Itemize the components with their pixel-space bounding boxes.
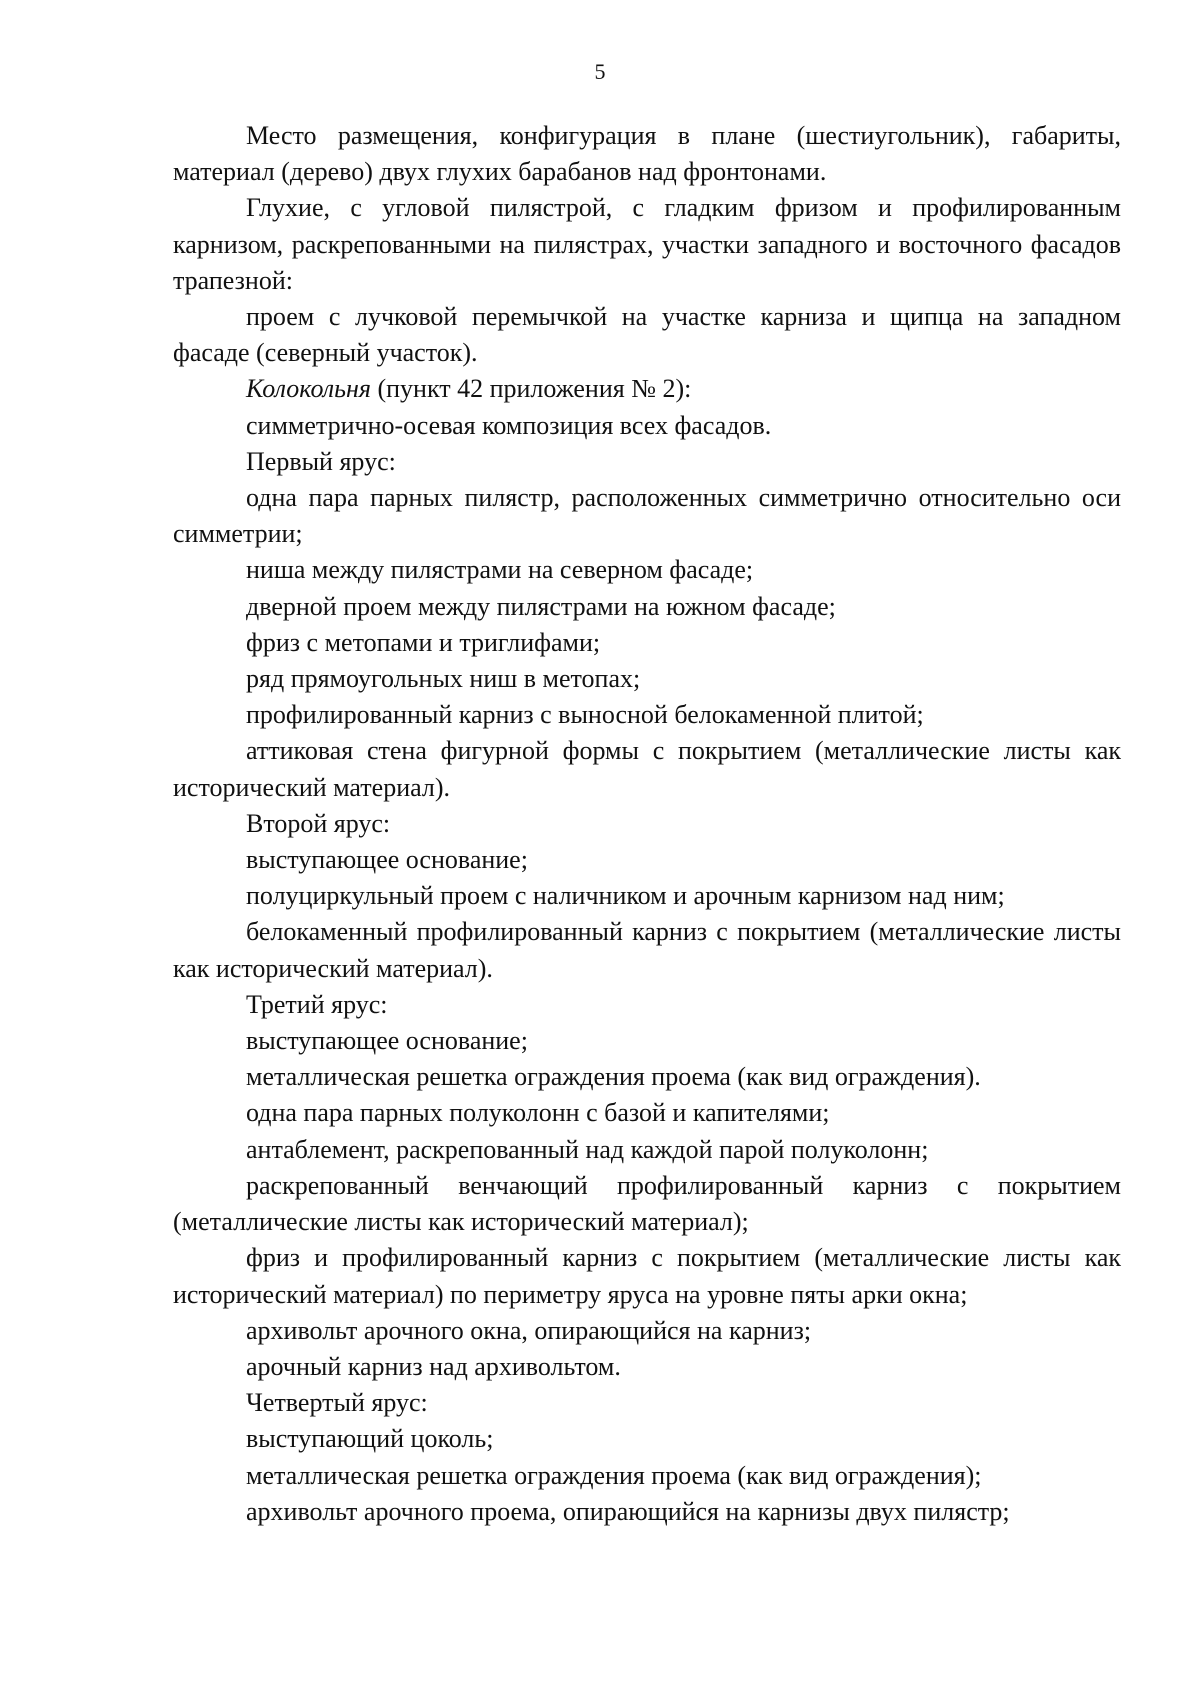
paragraph: раскрепованный венчающий профилированный карниз с покрытием (металлические листы как исторический материал);	[173, 1170, 1121, 1237]
paragraph: арочный карниз над архивольтом.	[246, 1351, 621, 1381]
paragraph: Глухие, с угловой пилястрой, с гладким фризом и профилированным карнизом, раскрепованными на пилястрах, участки западного и восточного фасадов трапезной:	[173, 193, 1121, 295]
paragraph: фриз с метопами и триглифами;	[246, 627, 601, 657]
paragraph-text: (пункт 42 приложения № 2):	[370, 374, 692, 404]
document-body	[173, 118, 1121, 1530]
paragraph: дверной проем между пилястрами на южном фасаде;	[246, 591, 836, 621]
paragraph: выступающее основание;	[246, 845, 528, 875]
paragraph: проем с лучковой перемычкой на участке карниза и щипца на западном фасаде (северный участок).	[173, 302, 1121, 368]
paragraph: металлическая решетка ограждения проема (как вид ограждения);	[246, 1460, 982, 1490]
tier-heading: Четвертый ярус:	[246, 1388, 428, 1418]
page-number: 5	[594, 59, 606, 84]
paragraph: архивольт арочного проема, опирающийся на карнизы двух пилястр;	[246, 1496, 1010, 1526]
paragraph: аттиковая стена фигурной формы с покрытием (металлические листы как исторический материал).	[173, 736, 1121, 802]
paragraph: профилированный карниз с выносной белокаменной плитой;	[246, 700, 924, 730]
paragraph: выступающее основание;	[246, 1026, 528, 1056]
paragraph: одна пара парных пилястр, расположенных симметрично относительно оси симметрии;	[173, 483, 1121, 549]
bell-tower-heading: Колокольня	[246, 374, 371, 404]
tier-heading: Третий ярус:	[246, 989, 388, 1019]
paragraph-bell-tower	[173, 371, 1121, 407]
tier-heading: Второй ярус:	[246, 808, 391, 838]
paragraph: антаблемент, раскрепованный над каждой парой полуколонн;	[246, 1134, 929, 1164]
paragraph: белокаменный профилированный карниз с покрытием (металлические листы как исторический материал).	[173, 917, 1121, 983]
paragraph: симметрично-осевая композиция всех фасадов.	[246, 410, 772, 440]
tier-heading: Первый ярус:	[246, 446, 396, 476]
paragraph: полуциркульный проем с наличником и арочным карнизом над ним;	[246, 881, 1005, 911]
paragraph: ниша между пилястрами на северном фасаде;	[246, 555, 754, 585]
paragraph: архивольт арочного окна, опирающийся на карниз;	[246, 1315, 812, 1345]
paragraph: одна пара парных полуколонн с базой и капителями;	[246, 1098, 830, 1128]
paragraph: ряд прямоугольных ниш в метопах;	[246, 664, 641, 694]
paragraph: выступающий цоколь;	[246, 1424, 494, 1454]
paragraph: фриз и профилированный карниз с покрытием (металлические листы как исторический материал) по периметру яруса на уровне пяты арки окна;	[173, 1243, 1121, 1309]
paragraph: металлическая решетка ограждения проема (как вид ограждения).	[246, 1062, 981, 1092]
paragraph: Место размещения, конфигурация в плане (шестиугольник), габариты, материал (дерево) двух глухих барабанов над фронтонами.	[173, 121, 1121, 187]
